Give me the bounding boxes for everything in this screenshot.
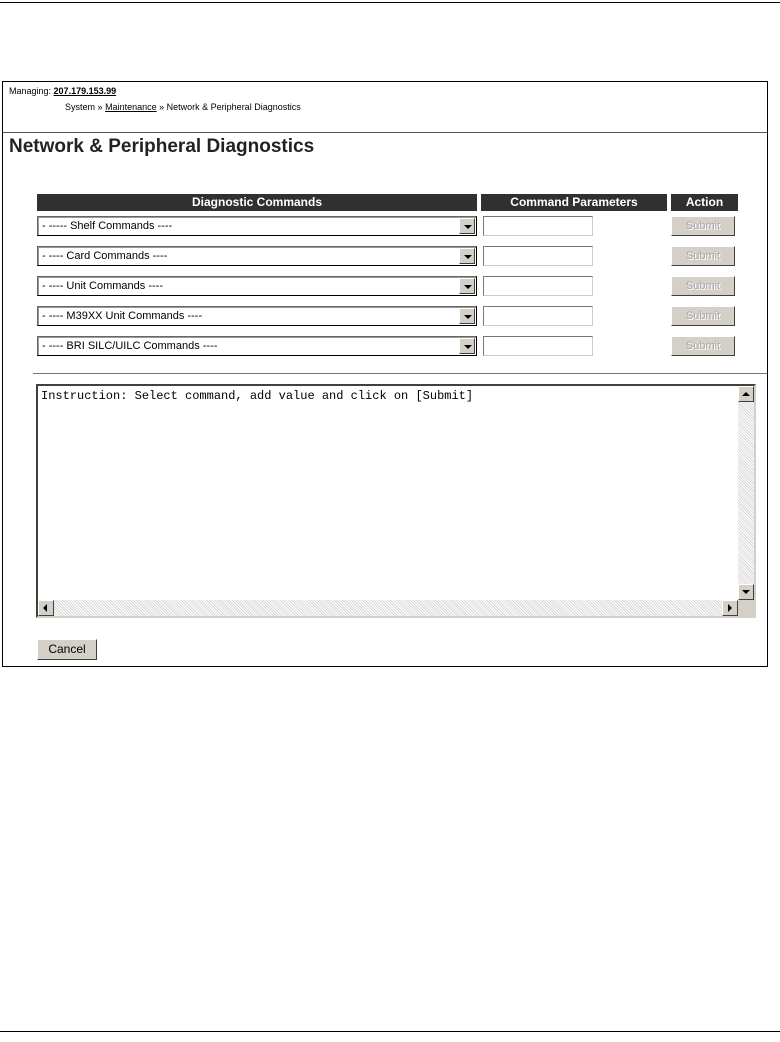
scroll-left-arrow-icon[interactable] [38,600,54,616]
unit-parameter-input[interactable] [483,276,593,296]
scrollbar-corner [738,600,754,616]
scroll-right-arrow-icon[interactable] [722,600,738,616]
command-row-card [3,246,767,270]
breadcrumb-separator: » [159,102,165,112]
scroll-up-arrow-icon[interactable] [738,386,754,402]
m39xx-command-select[interactable] [37,306,477,326]
select-value: - ----- Shelf Commands ---- [42,220,173,232]
command-row-m39xx [3,306,767,330]
bri-silc-uilc-submit-button[interactable]: Submit [671,336,735,356]
dropdown-arrow-icon[interactable] [459,308,475,324]
device-ip-link[interactable]: 207.179.153.99 [53,86,117,96]
bottom-rule [0,1031,780,1032]
header-divider [3,132,767,133]
breadcrumb-current: Network & Peripheral Diagnostics [166,102,301,112]
select-value: - ---- BRI SILC/UILC Commands ---- [42,340,218,352]
unit-submit-button[interactable]: Submit [671,276,735,296]
bri-silc-uilc-parameter-input[interactable] [483,336,593,356]
section-divider [33,373,767,374]
m39xx-submit-button[interactable]: Submit [671,306,735,326]
bri-silc-uilc-command-select[interactable] [37,336,477,356]
shelf-submit-button[interactable]: Submit [671,216,735,236]
breadcrumb-separator: » [97,102,103,112]
diagnostics-frame [2,81,768,667]
column-header-diagnostic-commands: Diagnostic Commands [37,194,477,211]
breadcrumb-maintenance-link[interactable]: Maintenance [105,102,157,112]
select-value: - ---- Card Commands ---- [42,250,168,262]
command-row-bri-silc-uilc [3,336,767,360]
managing-line [9,86,116,96]
column-header-command-parameters: Command Parameters [481,194,667,211]
shelf-command-select[interactable] [37,216,477,236]
cancel-button[interactable]: Cancel [37,639,97,660]
card-command-select[interactable] [37,246,477,266]
breadcrumb [65,102,301,112]
select-value: - ---- Unit Commands ---- [42,280,163,292]
output-textarea[interactable] [36,384,756,618]
column-header-action: Action [671,194,738,211]
shelf-parameter-input[interactable] [483,216,593,236]
page-title: Network & Peripheral Diagnostics [9,136,315,157]
breadcrumb-system: System [65,102,96,112]
command-row-unit [3,276,767,300]
unit-command-select[interactable] [37,276,477,296]
card-parameter-input[interactable] [483,246,593,266]
dropdown-arrow-icon[interactable] [459,218,475,234]
horizontal-scrollbar[interactable] [38,600,738,616]
dropdown-arrow-icon[interactable] [459,338,475,354]
output-text: Instruction: Select command, add value and click on [Submit] [41,389,474,403]
vertical-scrollbar[interactable] [738,386,754,600]
card-submit-button[interactable]: Submit [671,246,735,266]
command-row-shelf [3,216,767,240]
m39xx-parameter-input[interactable] [483,306,593,326]
scroll-down-arrow-icon[interactable] [738,584,754,600]
managing-label: Managing: [9,86,52,96]
select-value: - ---- M39XX Unit Commands ---- [42,310,203,322]
dropdown-arrow-icon[interactable] [459,248,475,264]
dropdown-arrow-icon[interactable] [459,278,475,294]
top-rule [0,2,780,3]
